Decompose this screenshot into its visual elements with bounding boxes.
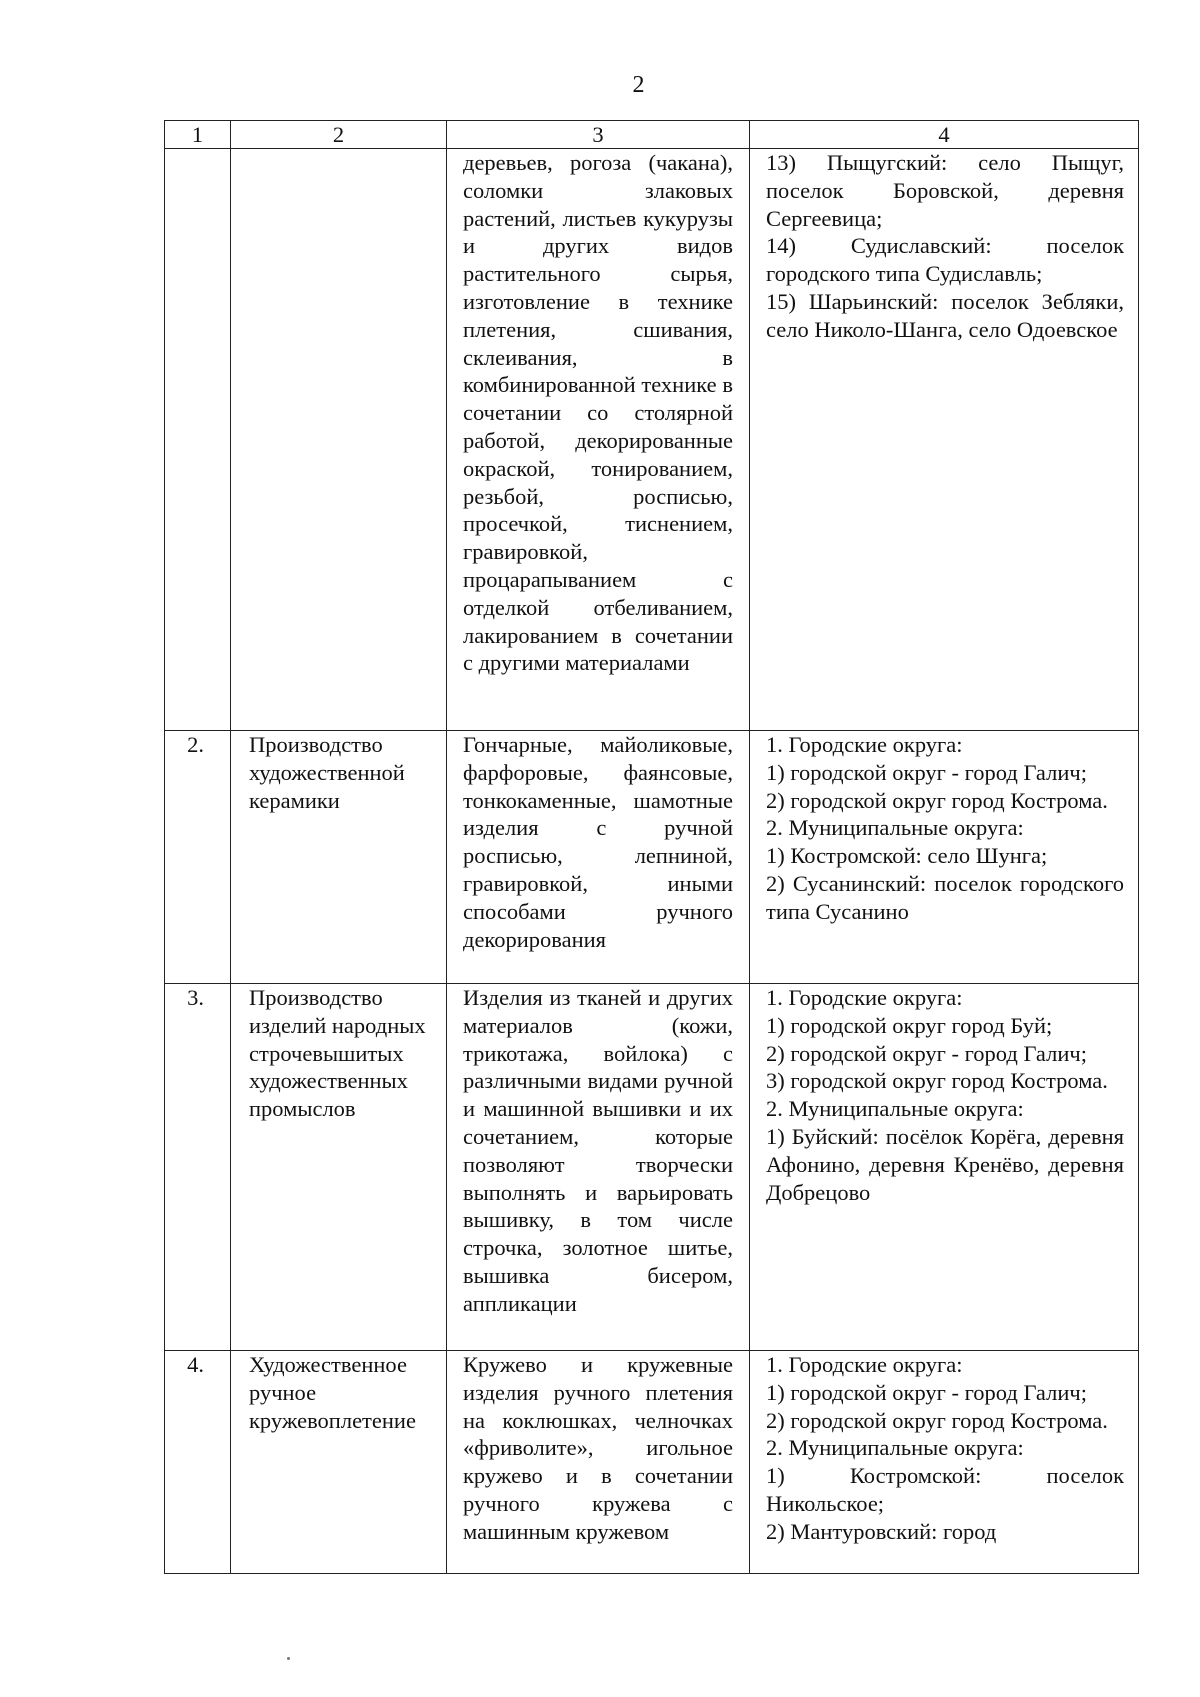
places-text: 1. Городские округа: 1) городской округ город Буй; 2) городской округ - город Галич; 3) городской округ город Кострома. 2. Муниципальные округа: 1) Буйский: посёлок Корёга, деревня Афонино, деревня Кренёво, деревня Добрецово (766, 985, 1124, 1205)
craft-name: Производство художественной керамики (249, 732, 405, 813)
page-number: 2 (632, 72, 645, 98)
row-number: 2. (187, 732, 204, 757)
places-text: 13) Пыщугский: село Пыщуг, поселок Боровской, деревня Сергеевица; 14) Судиславский: поселок городского типа Судиславль; 15) Шарьинский: поселок Зебляки, село Николо-Шанга, село Одоевское (766, 150, 1124, 342)
places-cell (750, 1351, 1139, 1574)
products-cell (447, 149, 750, 731)
craft-name: Производство изделий народных строчевышитых художественных промыслов (249, 985, 426, 1122)
products-cell (447, 984, 750, 1351)
row-number-cell (165, 984, 231, 1351)
table-row (165, 731, 1139, 984)
craft-name: Художественное ручное кружевоплетение (249, 1352, 416, 1433)
row-number-cell (165, 731, 231, 984)
table-row (165, 1351, 1139, 1574)
table-row (165, 984, 1139, 1351)
row-number: 4. (187, 1352, 204, 1377)
craft-name-cell (231, 731, 447, 984)
row-number-cell (165, 1351, 231, 1574)
row-number-cell (165, 149, 231, 731)
table-header-row (165, 121, 1139, 149)
products-text: деревьев, рогоза (чакана), соломки злаковых растений, листьев кукурузы и других видов растительного сырья, изготовление в технике плетения, сшивания, склеивания, в комбинированной технике в сочетании со столярной работой, декорированные окраской, тонированием, резьбой, росписью, просечкой, тиснением, гравировкой, процарапыванием с отделкой отбеливанием, лакированием в сочетании с другими материалами (463, 150, 733, 676)
column-header-3: 3 (447, 121, 750, 149)
places-cell (750, 149, 1139, 731)
products-cell (447, 1351, 750, 1574)
products-text: Изделия из тканей и других материалов (кожи, трикотажа, войлока) с различными видами ручной и машинной вышивки и их сочетанием, которые позволяют творчески выполнять и варьировать вышивку, в том числе строчка, золотное шитье, вышивка бисером, аппликации (463, 985, 733, 1316)
places-cell (750, 984, 1139, 1351)
craft-name-cell (231, 149, 447, 731)
column-header-1: 1 (165, 121, 231, 149)
places-cell (750, 731, 1139, 984)
products-text: Кружево и кружевные изделия ручного плетения на коклюшках, челночках «фриволите», игольное кружево и в сочетании ручного кружева с машинным кружевом (463, 1352, 733, 1544)
products-cell (447, 731, 750, 984)
column-header-4: 4 (750, 121, 1139, 149)
scan-speck (287, 1657, 290, 1660)
craft-name-cell (231, 984, 447, 1351)
places-text: 1. Городские округа: 1) городской округ - город Галич; 2) городской округ город Кострома. 2. Муниципальные округа: 1) Костромской: поселок Никольское; 2) Мантуровский: город (766, 1352, 1124, 1544)
row-number: 3. (187, 985, 204, 1010)
table-row (165, 149, 1139, 731)
places-text: 1. Городские округа: 1) городской округ - город Галич; 2) городской округ город Кострома. 2. Муниципальные округа: 1) Костромской: село Шунга; 2) Сусанинский: поселок городского типа Сусанино (766, 732, 1124, 924)
column-header-2: 2 (231, 121, 447, 149)
products-text: Гончарные, майоликовые, фарфоровые, фаянсовые, тонкокаменные, шамотные изделия с ручной росписью, лепниной, гравировкой, иными способами ручного декорирования (463, 732, 733, 952)
crafts-table (164, 120, 1139, 1574)
craft-name-cell (231, 1351, 447, 1574)
